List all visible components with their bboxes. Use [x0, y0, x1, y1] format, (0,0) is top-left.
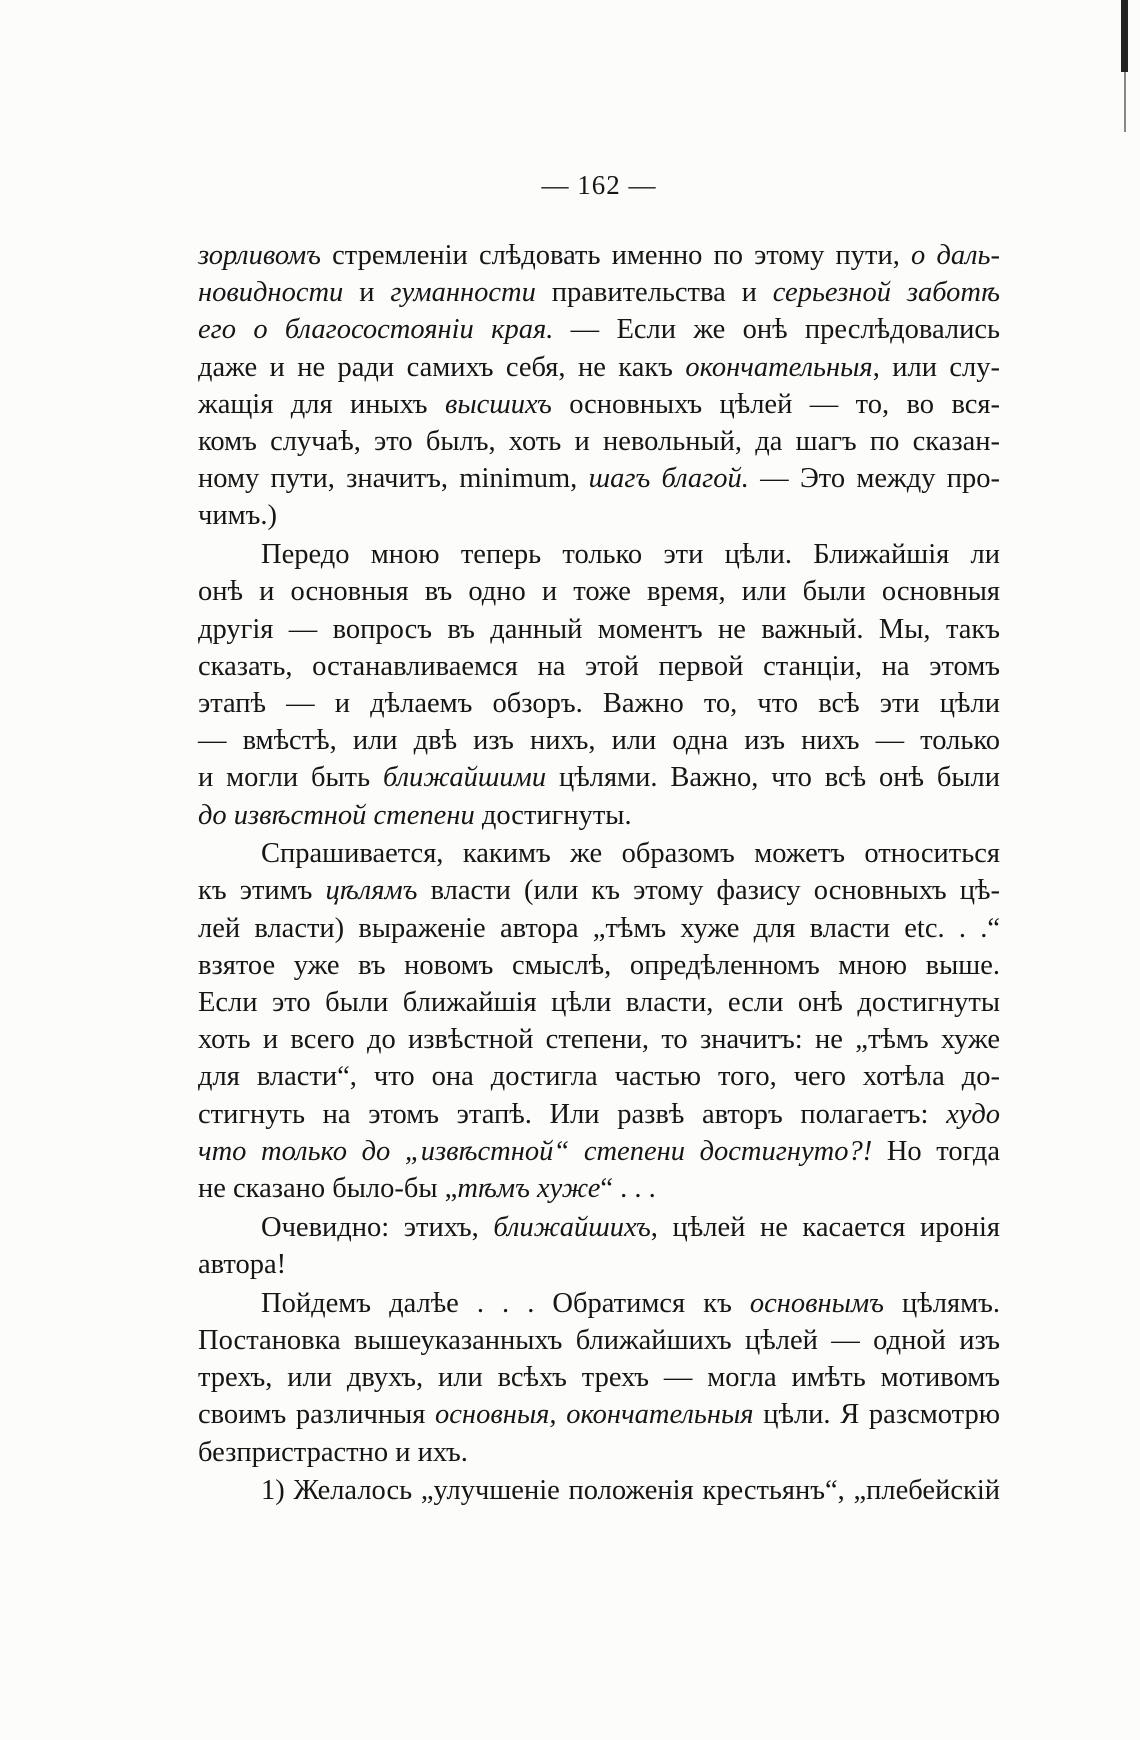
page-number: — 162 — [541, 170, 657, 200]
text-run: взятое уже въ новомъ смыслѣ, опредѣленномъ мною выше. [198, 949, 1000, 981]
paragraph [198, 536, 1000, 834]
text-run: Пойдемъ далѣе . . . Обратимся къ [261, 1287, 750, 1319]
text-line [198, 1322, 1000, 1359]
text-line [198, 274, 1000, 311]
text-run: “ . . . [600, 1173, 656, 1205]
text-run: цѣлямъ. [883, 1287, 1000, 1319]
text-run: основныхъ цѣлей — то, во вся- [551, 388, 1000, 420]
text-run: достигнуты. [474, 799, 632, 831]
text-line [198, 1096, 1000, 1133]
text-line [198, 1246, 1000, 1283]
text-line [198, 835, 1000, 872]
text-line [198, 1209, 1000, 1246]
text-line [198, 910, 1000, 947]
text-run: не сказано было-бы „ [198, 1173, 458, 1205]
scan-edge-mark [1124, 72, 1126, 132]
text-line [198, 611, 1000, 648]
text-run: даже и не ради самихъ себя, не какъ [198, 351, 686, 383]
text-line [198, 1472, 1000, 1509]
text-line [198, 423, 1000, 460]
text-line [198, 311, 1000, 348]
scan-edge-mark [1121, 0, 1128, 72]
text-run: этапѣ — и дѣлаемъ обзоръ. Важно то, что всѣ эти цѣли [198, 687, 1000, 719]
text-run: Но тогда [872, 1135, 1000, 1167]
text-run: , цѣлей не касается иронія [650, 1211, 1000, 1243]
text-run: автора! [198, 1248, 287, 1280]
italic-text: зорливомъ [198, 240, 321, 271]
text-run: — вмѣстѣ, или двѣ изъ нихъ, или одна изъ нихъ — только [198, 725, 1000, 757]
text-line [198, 797, 1000, 834]
paragraph [198, 1472, 1000, 1509]
text-run: Постановка вышеуказанныхъ ближайшихъ цѣлей — одной изъ [198, 1324, 1000, 1356]
text-line [198, 1396, 1000, 1433]
italic-text: до извѣстной степени [198, 799, 475, 831]
text-run: — Это между про- [748, 463, 1001, 495]
text-line [198, 1133, 1000, 1170]
italic-text: ближайшими [382, 762, 547, 794]
text-run: цѣлями. Важно, что всѣ онѣ были [546, 762, 1000, 794]
paragraph [198, 1285, 1000, 1471]
text-run: стигнуть на этомъ этапѣ. Или развѣ авторъ полагаетъ: [198, 1098, 947, 1130]
italic-text: его о благосостояніи края. [198, 314, 554, 346]
text-line [198, 722, 1000, 759]
text-run: и могли быть [198, 762, 383, 794]
text-run: стремленіи слѣдовать именно по этому пути, [320, 240, 912, 271]
text-run: своимъ различныя [198, 1399, 436, 1431]
italic-text: серьезной заботѣ [772, 277, 1000, 309]
italic-text: цѣлямъ [325, 875, 418, 907]
text-line [198, 1359, 1000, 1396]
text-run: жащія для иныхъ [198, 388, 445, 420]
text-run: лей власти) выраженіе автора „тѣмъ хуже для власти etc. . .“ [198, 912, 1000, 944]
text-run: Если это были ближайшія цѣли власти, если онѣ достигнуты [198, 987, 1000, 1019]
text-line [198, 497, 1000, 534]
text-run: сказать, останавливаемся на этой первой станціи, на этомъ [198, 650, 1000, 682]
text-run: цѣли. Я разсмотрю [753, 1399, 1000, 1431]
text-line [198, 685, 1000, 722]
text-run: безпристрастно и ихъ. [198, 1436, 468, 1468]
text-run: Спрашивается, какимъ же образомъ можетъ относиться [261, 838, 1000, 870]
text-run: власти (или къ этому фазису основныхъ цѣ- [417, 875, 1000, 907]
text-run: Очевидно: этихъ, [261, 1211, 494, 1243]
text-run: — Если же онѣ преслѣдовались [553, 314, 1000, 346]
text-line [198, 237, 1000, 274]
text-line [198, 648, 1000, 685]
text-line [198, 1170, 1000, 1207]
text-run: для власти“, что она достигла частью того, чего хотѣла до- [198, 1061, 1000, 1093]
italic-text: высшихъ [444, 388, 552, 420]
text-run: другія — вопросъ въ данный моментъ не важный. Мы, такъ [198, 613, 1000, 645]
paragraph [198, 1209, 1000, 1283]
italic-text: новидности [198, 277, 344, 309]
text-line [198, 1058, 1000, 1095]
text-line [198, 759, 1000, 796]
italic-text: шагъ благой. [588, 463, 749, 495]
italic-text: что только до „извѣстной“ степени достигнуто?! [198, 1135, 873, 1167]
italic-text: тѣмъ хуже [457, 1173, 601, 1205]
text-run: онѣ и основныя въ одно и тоже время, или были основныя [198, 576, 1000, 608]
text-run: 1) Желалось „улучшеніе положенія крестьянъ“, „плебейскій [261, 1475, 1000, 1507]
text-line [198, 536, 1000, 573]
text-line [198, 1434, 1000, 1471]
text-run: къ этимъ [198, 875, 326, 907]
text-line [198, 573, 1000, 610]
italic-text: гуманности [390, 277, 536, 309]
text-line [198, 1021, 1000, 1058]
text-run: ному пути, значитъ, minimum, [198, 463, 589, 495]
italic-text: окончательныя [685, 351, 873, 383]
text-run: и [343, 277, 391, 309]
text-run: Передо мною теперь только эти цѣли. Ближайшія ли [261, 539, 1000, 571]
body-text [198, 237, 1000, 1509]
italic-text: худо [946, 1098, 1000, 1130]
paragraph [198, 835, 1000, 1207]
italic-text: о даль- [911, 240, 1000, 271]
italic-text: ближайшихъ [493, 1211, 651, 1243]
text-run: трехъ, или двухъ, или всѣхъ трехъ — могла имѣть мотивомъ [198, 1362, 1000, 1394]
paragraph [198, 237, 1000, 535]
text-run: комъ случаѣ, это былъ, хоть и невольный, да шагъ по сказан- [198, 426, 1000, 458]
text-line [198, 1285, 1000, 1322]
text-run: хоть и всего до извѣстной степени, то значитъ: не „тѣмъ хуже [198, 1024, 1000, 1056]
italic-text: основнымъ [749, 1287, 884, 1319]
text-line [198, 984, 1000, 1021]
text-line [198, 349, 1000, 386]
italic-text: основныя, окончательныя [435, 1399, 754, 1431]
text-line [198, 386, 1000, 423]
text-line [198, 947, 1000, 984]
text-line [198, 460, 1000, 497]
text-run: , или слу- [872, 351, 1000, 383]
text-run: чимъ.) [198, 500, 277, 532]
text-run: правительства и [535, 277, 773, 309]
text-line [198, 872, 1000, 909]
